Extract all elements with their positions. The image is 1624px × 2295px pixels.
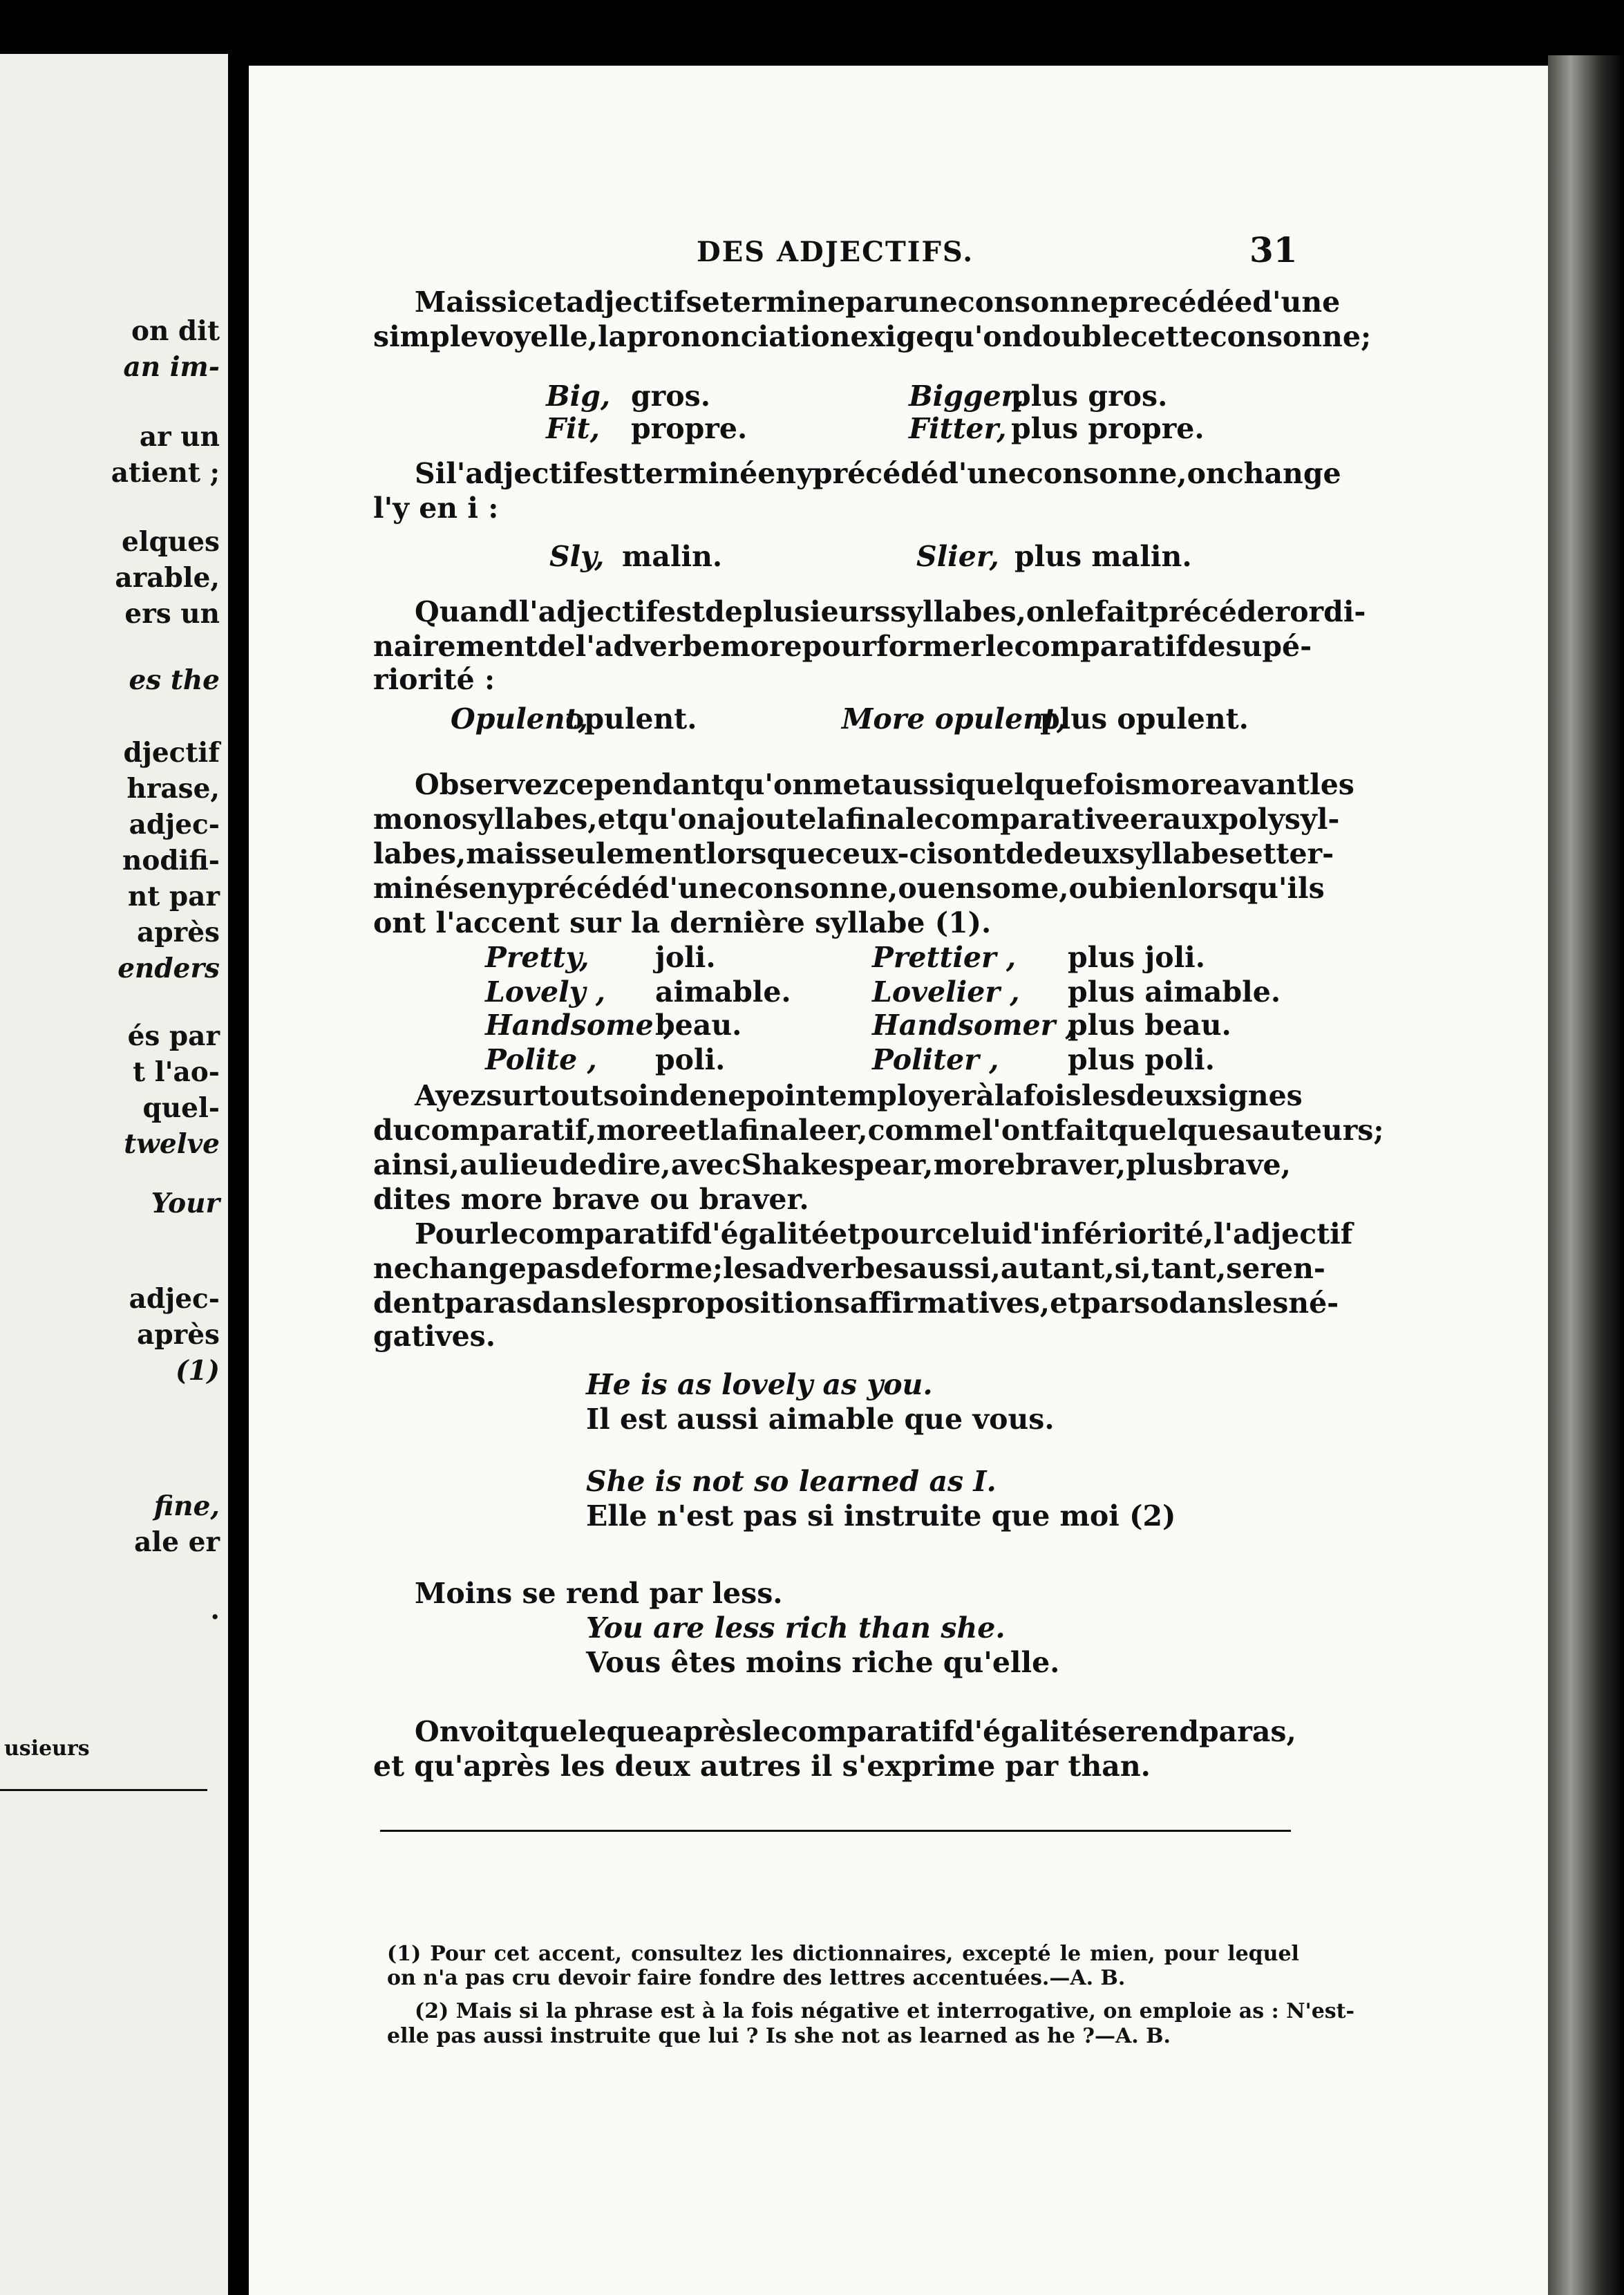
text-line: Moins se rend par less. xyxy=(415,1577,783,1610)
text-line: riorité : xyxy=(373,663,495,696)
facing-page xyxy=(0,54,228,2295)
example-en: Sly, xyxy=(549,540,605,573)
text-line: ne change pas de forme ; les adverbes aussi, autant, si, tant, se ren- xyxy=(373,1252,1325,1285)
facing-page-fragment: ar un xyxy=(139,421,220,453)
text-line: labes, mais seulement lorsque ceux-ci sont de deux syllabes et ter- xyxy=(373,837,1334,870)
example-fr: beau. xyxy=(655,1009,742,1042)
example-en2: Slier, xyxy=(916,540,999,573)
facing-page-fragment: on dit xyxy=(131,315,220,347)
page-edge xyxy=(1548,55,1624,2295)
facing-page-fragment: djectif xyxy=(123,737,220,769)
example-en2: Lovelier , xyxy=(872,975,1020,1009)
facing-page-fragment: ers un xyxy=(124,598,220,630)
text-line: et qu'après les deux autres il s'exprime par than. xyxy=(373,1750,1151,1783)
text-line: Ayez surtout soin de ne point employer à la fois les deux signes xyxy=(415,1079,1303,1112)
example-en2: Fitter, xyxy=(909,412,1007,445)
facing-page-fragment: enders xyxy=(117,953,220,984)
example-en2: Politer , xyxy=(872,1043,999,1076)
example-sentence: You are less rich than she. xyxy=(586,1611,1005,1645)
page-number: 31 xyxy=(1249,230,1298,270)
example-fr2: plus poli. xyxy=(1068,1043,1215,1076)
facing-page-fragment: (1) xyxy=(175,1355,220,1387)
example-fr: opulent. xyxy=(565,702,697,736)
facing-page-fragment: après xyxy=(137,1319,220,1351)
example-fr: poli. xyxy=(655,1043,726,1076)
example-fr2: plus joli. xyxy=(1068,941,1206,974)
example-en2: Prettier , xyxy=(872,941,1017,974)
facing-page-fragment: adjec- xyxy=(129,1283,220,1315)
footnote-rule xyxy=(380,1830,1291,1832)
example-en: Big, xyxy=(546,380,611,413)
text-line: minés en y précédé d'une consonne, ou en some, ou bien lorsqu'ils xyxy=(373,872,1325,905)
facing-page-fragment: ale er xyxy=(134,1526,220,1558)
example-sentence: He is as lovely as you. xyxy=(586,1368,933,1401)
text-line: Observez cependant qu'on met aussi quelquefois more avant les xyxy=(415,768,1354,801)
facing-page-fragment: arable, xyxy=(115,562,220,594)
example-en: Handsome , xyxy=(485,1009,674,1042)
facing-page-fragment: quel- xyxy=(142,1092,220,1124)
text-line: dites more brave ou braver. xyxy=(373,1183,809,1216)
text-line: l'y en i : xyxy=(373,491,499,525)
example-sentence: Elle n'est pas si instruite que moi (2) xyxy=(586,1499,1176,1533)
facing-page-fragment: Your xyxy=(151,1188,220,1219)
example-en2: Bigger, xyxy=(909,380,1024,413)
example-sentence: Vous êtes moins riche qu'elle. xyxy=(586,1646,1060,1679)
running-header: DES ADJECTIFS. xyxy=(697,236,974,268)
facing-page-fragment: nodifi- xyxy=(122,845,220,877)
text-line: simple voyelle, la prononciation exige qu'on double cette consonne ; xyxy=(373,320,1372,353)
facing-page-fragment: es the xyxy=(129,664,220,696)
example-en2: More opulent, xyxy=(842,702,1067,736)
example-en: Fit, xyxy=(546,412,600,445)
facing-page-fragment: hrase, xyxy=(126,773,220,805)
example-en: Polite , xyxy=(485,1043,597,1076)
footnote-1-line-1: (1) Pour cet accent, consultez les dictionnaires, excepté le mien, pour lequel xyxy=(387,1942,1299,1966)
text-line: ont l'accent sur la dernière syllabe (1). xyxy=(373,906,992,939)
text-line: Pour le comparatif d'égalité et pour celui d'infériorité, l'adjectif xyxy=(415,1217,1353,1250)
example-fr2: plus opulent. xyxy=(1040,702,1249,736)
text-line: gatives. xyxy=(373,1320,496,1353)
facing-page-fragment: fine, xyxy=(153,1490,220,1522)
example-en2: Handsomer , xyxy=(872,1009,1075,1042)
text-line: nairement de l'adverbe more pour former le comparatif de supé- xyxy=(373,630,1312,663)
example-fr: malin. xyxy=(622,540,723,573)
example-en: Pretty, xyxy=(485,941,589,974)
example-fr2: plus malin. xyxy=(1014,540,1192,573)
example-fr2: plus beau. xyxy=(1068,1009,1231,1042)
facing-page-fragment: atient ; xyxy=(111,457,220,489)
text-line: Si l'adjectif est terminé en y précédé d'une consonne, on change xyxy=(415,457,1341,490)
example-fr2: plus gros. xyxy=(1011,380,1168,413)
text-line: ainsi, au lieu de dire, avec Shakespear, more braver, plus brave, xyxy=(373,1148,1291,1181)
facing-page-fragment: nt par xyxy=(127,881,220,912)
example-fr2: plus propre. xyxy=(1011,412,1205,445)
example-en: Lovely , xyxy=(485,975,606,1009)
text-line: On voit que le que après le comparatif d'égalité se rend par as, xyxy=(415,1715,1296,1748)
main-page xyxy=(249,66,1548,2295)
text-line: du comparatif, more et la finale er, comme l'ont fait quelques auteurs ; xyxy=(373,1114,1384,1147)
facing-page-fragment: adjec- xyxy=(129,809,220,841)
facing-page-fragment: après xyxy=(137,917,220,948)
text-line: monosyllabes, et qu'on ajoute la finale comparative er aux polysyl- xyxy=(373,803,1340,836)
facing-page-fragment: elques xyxy=(121,526,220,558)
example-en: Opulent, xyxy=(451,702,588,736)
book-gutter xyxy=(228,0,249,2295)
facing-page-fragment: an im- xyxy=(123,351,220,383)
footnote-2-line-1: (2) Mais si la phrase est à la fois négative et interrogative, on emploie as : N'est- xyxy=(415,1999,1354,2023)
facing-page-fragment: usieurs xyxy=(4,1736,90,1761)
example-sentence: Il est aussi aimable que vous. xyxy=(586,1403,1055,1436)
facing-page-fragment: és par xyxy=(127,1020,220,1052)
facing-page-rule xyxy=(0,1789,207,1791)
facing-page-fragment: twelve xyxy=(124,1128,220,1160)
example-fr: aimable. xyxy=(655,975,791,1009)
text-line: dent par as dans les propositions affirmatives, et par so dans les né- xyxy=(373,1286,1339,1320)
example-fr: gros. xyxy=(631,380,710,413)
footnote-1-line-2: on n'a pas cru devoir faire fondre des lettres accentuées.—A. B. xyxy=(387,1966,1126,1990)
example-fr2: plus aimable. xyxy=(1068,975,1281,1009)
example-sentence: She is not so learned as I. xyxy=(586,1465,997,1498)
facing-page-fragment: t l'ao- xyxy=(133,1056,220,1088)
facing-page-fragment: . xyxy=(210,1594,220,1626)
text-line: Quand l'adjectif est de plusieurs syllabes, on le fait précéder ordi- xyxy=(415,595,1366,628)
example-fr: propre. xyxy=(631,412,748,445)
example-fr: joli. xyxy=(655,941,716,974)
text-line: Mais si cet adjectif se termine par une consonne precédée d'une xyxy=(415,285,1341,319)
footnote-2-line-2: elle pas aussi instruite que lui ? Is she not as learned as he ?—A. B. xyxy=(387,2024,1171,2048)
